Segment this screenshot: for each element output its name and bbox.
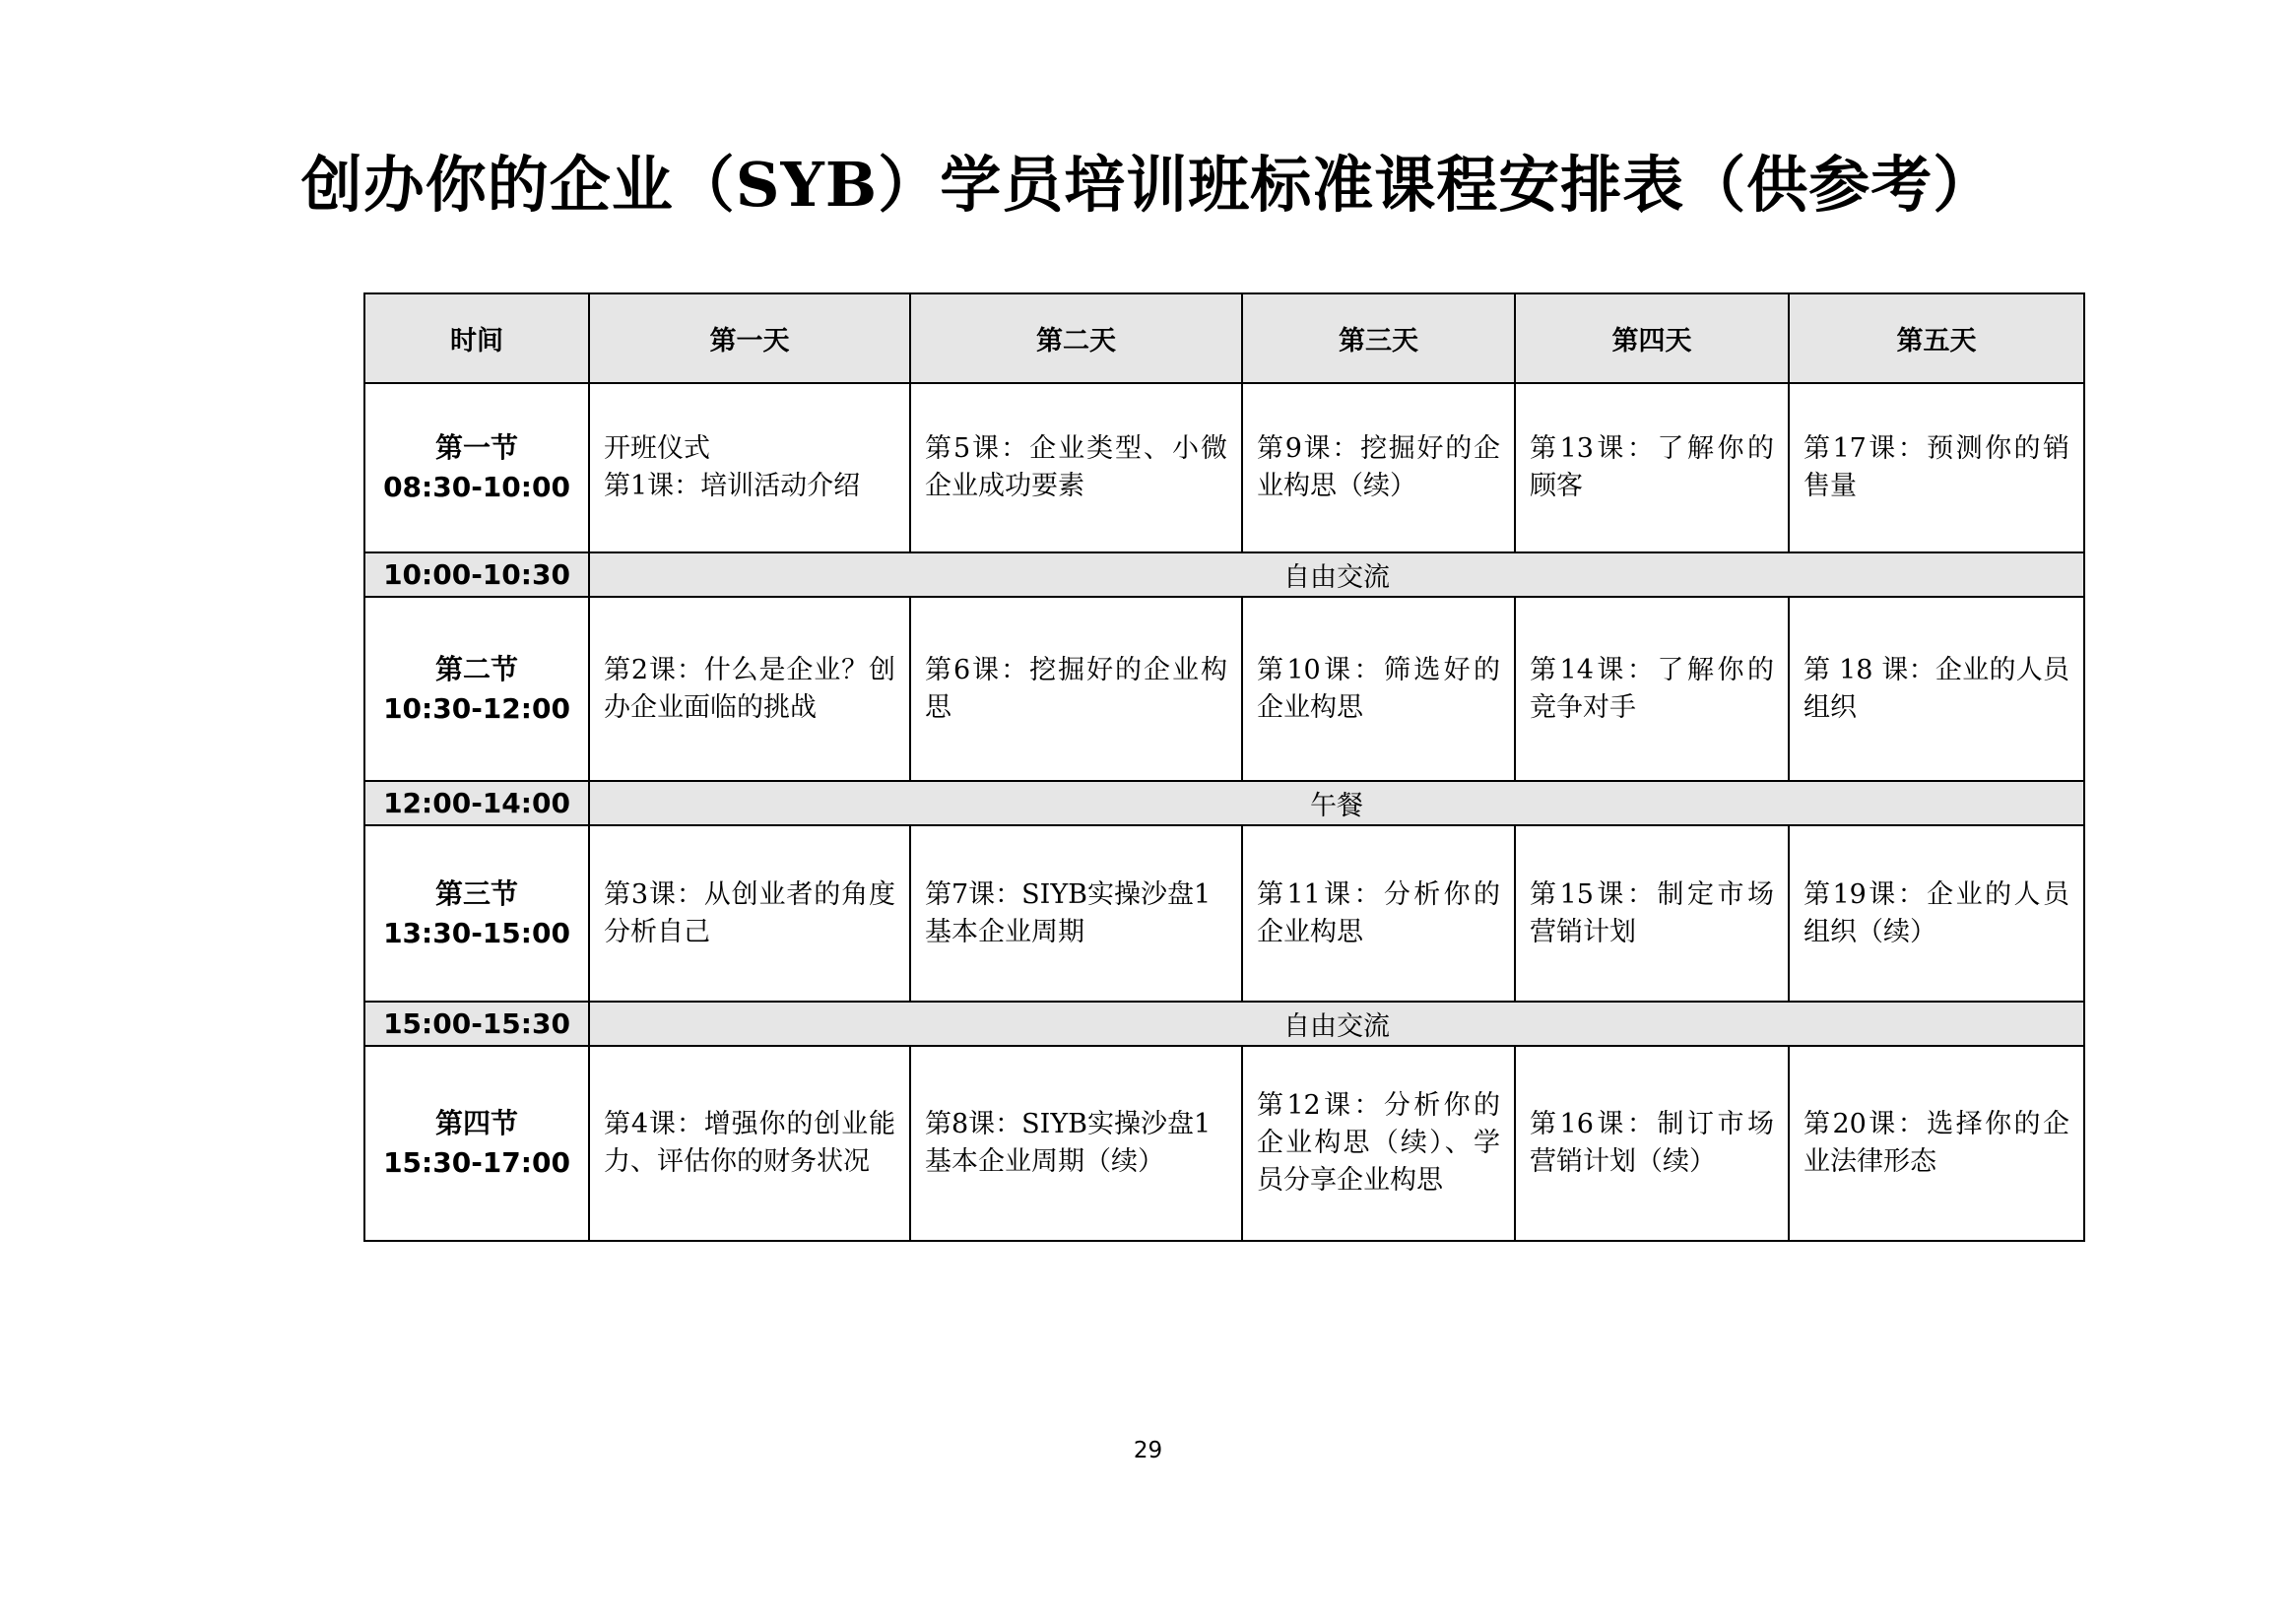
session-time: 10:30-12:00 — [383, 691, 570, 725]
break-row — [364, 552, 2084, 597]
session-row — [364, 383, 2084, 552]
session-time-cell — [364, 1046, 589, 1241]
lesson-cell: 开班仪式 第1课：培训活动介绍 — [589, 383, 910, 552]
session-name: 第二节 — [434, 652, 518, 685]
lesson-cell: 第2课：什么是企业？创办企业面临的挑战 — [589, 597, 910, 781]
lesson-cell: 第13课：了解你的顾客 — [1515, 383, 1789, 552]
lesson-cell: 第3课：从创业者的角度分析自己 — [589, 825, 910, 1002]
break-label: 自由交流 — [589, 1002, 2084, 1046]
page-number: 29 — [1133, 1438, 1163, 1463]
lesson-cell: 第12课：分析你的企业构思（续）、学员分享企业构思 — [1242, 1046, 1515, 1241]
schedule-table — [363, 292, 2085, 1242]
header-day-4: 第四天 — [1515, 293, 1789, 383]
lesson-cell: 第5课：企业类型、小微企业成功要素 — [910, 383, 1242, 552]
session-name: 第一节 — [434, 431, 518, 464]
lesson-cell: 第19课：企业的人员组织（续） — [1789, 825, 2084, 1002]
lesson-cell: 第4课：增强你的创业能力、评估你的财务状况 — [589, 1046, 910, 1241]
lesson-cell: 第15课：制定市场营销计划 — [1515, 825, 1789, 1002]
lesson-cell: 第20课：选择你的企业法律形态 — [1789, 1046, 2084, 1241]
break-label: 自由交流 — [589, 552, 2084, 597]
session-time: 15:30-17:00 — [383, 1146, 570, 1179]
lesson-cell: 第6课：挖掘好的企业构思 — [910, 597, 1242, 781]
page-title: 创办你的企业（SYB）学员培训班标准课程安排表（供参考） — [300, 149, 1996, 221]
session-name: 第四节 — [434, 1107, 518, 1139]
session-name: 第三节 — [434, 876, 518, 910]
break-time: 10:00-10:30 — [364, 552, 589, 597]
lesson-cell: 第8课：SIYB实操沙盘1 基本企业周期（续） — [910, 1046, 1242, 1241]
header-day-3: 第三天 — [1242, 293, 1515, 383]
session-row — [364, 1046, 2084, 1241]
session-time-cell — [364, 825, 589, 1002]
break-row — [364, 1002, 2084, 1046]
lesson-cell: 第10课：筛选好的企业构思 — [1242, 597, 1515, 781]
lesson-cell: 第17课：预测你的销售量 — [1789, 383, 2084, 552]
break-label: 午餐 — [589, 781, 2084, 825]
lesson-cell: 第11课：分析你的企业构思 — [1242, 825, 1515, 1002]
header-day-2: 第二天 — [910, 293, 1242, 383]
lesson-cell: 第 18 课：企业的人员组织 — [1789, 597, 2084, 781]
session-time: 08:30-10:00 — [383, 471, 570, 503]
lesson-cell: 第16课：制订市场营销计划（续） — [1515, 1046, 1789, 1241]
session-time-cell — [364, 383, 589, 552]
break-time: 12:00-14:00 — [364, 781, 589, 825]
header-day-1: 第一天 — [589, 293, 910, 383]
session-time: 13:30-15:00 — [383, 916, 570, 949]
header-row — [364, 293, 2084, 383]
session-row — [364, 825, 2084, 1002]
break-time: 15:00-15:30 — [364, 1002, 589, 1046]
lesson-cell: 第7课：SIYB实操沙盘1 基本企业周期 — [910, 825, 1242, 1002]
lesson-cell: 第14课：了解你的竞争对手 — [1515, 597, 1789, 781]
break-row — [364, 781, 2084, 825]
lesson-cell: 第9课：挖掘好的企业构思（续） — [1242, 383, 1515, 552]
header-day-5: 第五天 — [1789, 293, 2084, 383]
session-time-cell — [364, 597, 589, 781]
session-row — [364, 597, 2084, 781]
header-time: 时间 — [364, 293, 589, 383]
